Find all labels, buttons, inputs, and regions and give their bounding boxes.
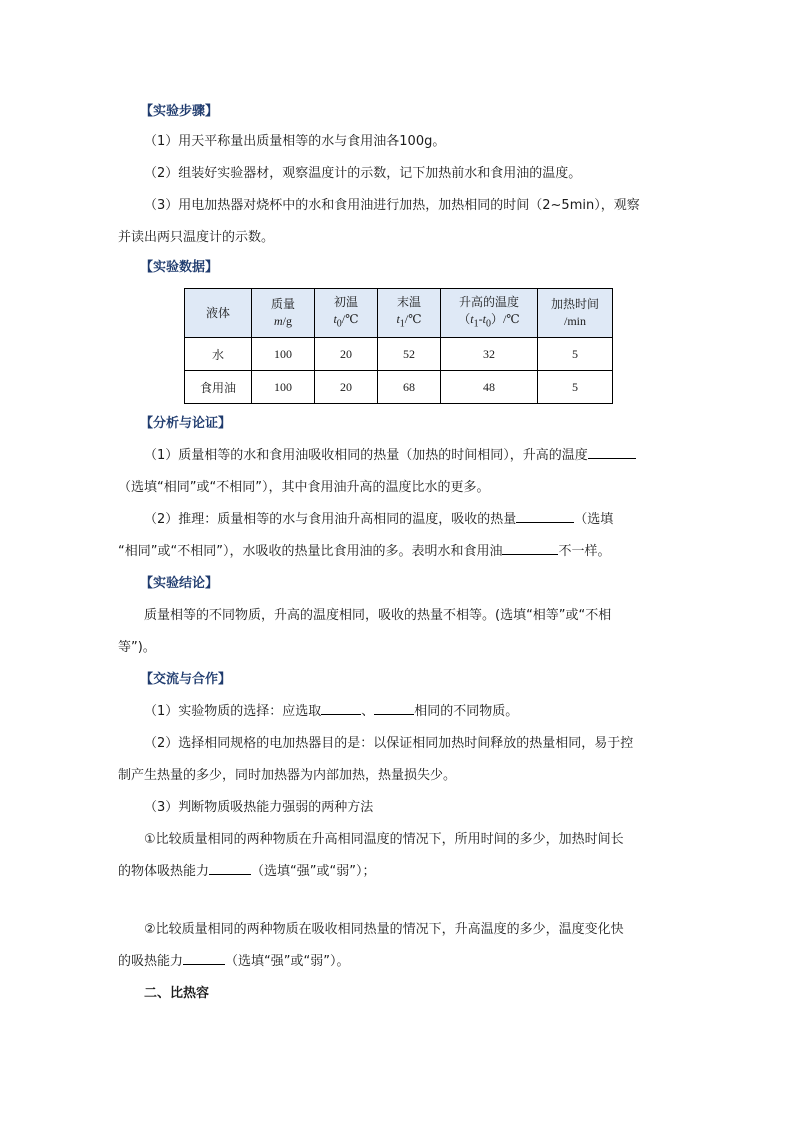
step-1: （1）用天平称量出质量相等的水与食用油各100g。: [144, 134, 446, 149]
method-1-line-2: 的物体吸热能力 （选填“强”或“弱”）；: [118, 856, 678, 888]
header-liquid: 液体: [185, 289, 252, 338]
analysis-2-line-2: “相同”或“不相同”），水吸收的热量比食用油的多。表明水和食用油 不一样。: [118, 536, 678, 568]
answer-blank[interactable]: [588, 444, 636, 459]
table-row: [185, 338, 613, 371]
table-cell: 5: [538, 338, 613, 371]
step-3-line-1: （3）用电加热器对烧杯中的水和食用油进行加热，加热相同的时间（2~5min），观察: [144, 198, 640, 213]
header-mass: 质量 m/g: [252, 289, 315, 338]
answer-blank[interactable]: [374, 700, 414, 715]
table-header-row: [185, 289, 613, 338]
step-3-line-2: 并读出两只温度计的示数。: [118, 230, 275, 245]
conclusion-line-1: 质量相等的不同物质，升高的温度相同，吸收的热量不相等。(选填“相等”或“不相: [144, 608, 612, 623]
analysis-1-line-2: （选填“相同”或“不相同”），其中食用油升高的温度比水的更多。: [118, 480, 490, 495]
analysis-heading: 【分析与论证】: [140, 416, 232, 431]
document-page: [118, 98, 678, 1010]
table-cell: 48: [441, 371, 538, 404]
answer-blank[interactable]: [516, 508, 574, 523]
header-initial-temp: 初温 $t_0/℃$: [315, 289, 378, 338]
method-2-line-1: ②比较质量相同的两种物质在吸收相同热量的情况下，升高温度的多少，温度变化快: [144, 922, 624, 937]
conclusion-heading: 【实验结论】: [140, 576, 219, 591]
table-cell: 水: [185, 338, 252, 371]
table-cell: 32: [441, 338, 538, 371]
exchange-1: （1）实验物质的选择：应选取 、 相同的不同物质。: [118, 696, 678, 728]
experiment-data-table: [184, 288, 613, 404]
table-row: [185, 371, 613, 404]
step-2: （2）组装好实验器材，观察温度计的示数，记下加热前水和食用油的温度。: [144, 166, 582, 181]
analysis-1-line-1: （1）质量相等的水和食用油吸收相同的热量（加热的时间相同），升高的温度: [118, 440, 678, 472]
table-cell: 20: [315, 338, 378, 371]
exchange-2-line-2: 制产生热量的多少，同时加热器为内部加热，热量损失少。: [118, 768, 457, 783]
answer-blank[interactable]: [502, 540, 558, 555]
exchange-2-line-1: （2）选择相同规格的电加热器目的是：以保证相同加热时间释放的热量相同，易于控: [144, 736, 634, 751]
table-cell: 68: [378, 371, 441, 404]
table-cell: 5: [538, 371, 613, 404]
section-2-title: 二、比热容: [144, 986, 210, 1001]
table-cell: 100: [252, 371, 315, 404]
header-temp-rise: 升高的温度 $(t_1-t_0)/℃$: [441, 289, 538, 338]
table-cell: 100: [252, 338, 315, 371]
exchange-3: （3）判断物质吸热能力强弱的两种方法: [144, 800, 374, 815]
conclusion-line-2: 等”)。: [118, 640, 156, 655]
table-cell: 食用油: [185, 371, 252, 404]
data-heading: 【实验数据】: [140, 260, 219, 275]
table-cell: 52: [378, 338, 441, 371]
header-final-temp: 末温 $t_1/℃$: [378, 289, 441, 338]
analysis-2-line-1: （2）推理：质量相等的水与食用油升高相同的温度，吸收的热量 （选填: [118, 504, 678, 536]
answer-blank[interactable]: [209, 860, 251, 875]
table-cell: 20: [315, 371, 378, 404]
answer-blank[interactable]: [321, 700, 361, 715]
method-2-line-2: 的吸热能力 （选填“强”或“弱”）。: [118, 946, 678, 978]
header-heating-time: 加热时间 /min: [538, 289, 613, 338]
steps-heading: 【实验步骤】: [140, 104, 219, 119]
exchange-heading: 【交流与合作】: [140, 672, 232, 687]
method-1-line-1: ①比较质量相同的两种物质在升高相同温度的情况下，所用时间的多少，加热时间长: [144, 832, 624, 847]
answer-blank[interactable]: [183, 950, 225, 965]
